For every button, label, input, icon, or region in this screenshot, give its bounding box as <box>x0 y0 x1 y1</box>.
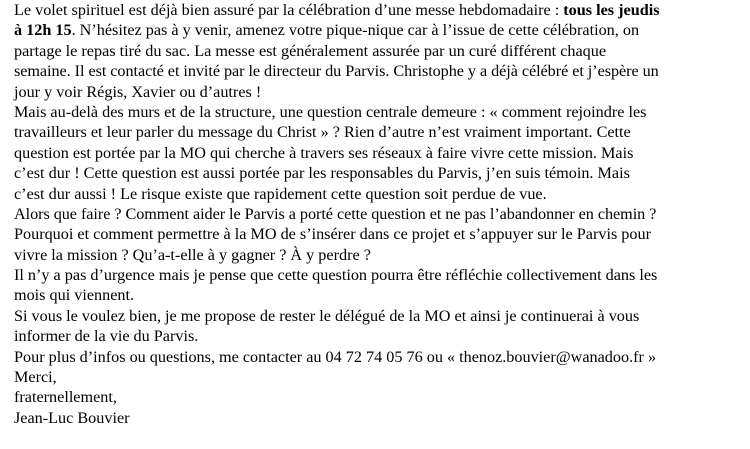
text-line: mois qui viennent. <box>14 286 135 305</box>
text-line: informer de la vie du Parvis. <box>14 327 199 346</box>
text-line <box>14 20 748 40</box>
paragraph-spiritual <box>14 0 748 102</box>
text-line: c’est dur ! Cette question est aussi portée par les responsables du Parvis, j’en suis témoin. Mais <box>14 164 630 183</box>
contact-line: Pour plus d’infos ou questions, me contacter au 04 72 74 05 76 ou « thenoz.bouvier@wanadoo.fr » <box>14 347 657 366</box>
text-line <box>14 0 748 20</box>
text-line: semaine. Il est contacté et invité par le directeur du Parvis. Christophe y a déjà célébré et j’espère un <box>14 62 659 81</box>
bold-text: à 12h 15 <box>14 21 72 40</box>
text-line: travailleurs et leur parler du message du Christ » ? Rien d’autre n’est vraiment important. Cette <box>14 123 631 142</box>
letter-body <box>14 0 748 428</box>
paragraph-delegate <box>14 306 748 347</box>
paragraph-contact <box>14 347 748 367</box>
text-line: Alors que faire ? Comment aider le Parvis a porté cette question et ne pas l’abandonner en chemin ? <box>14 204 657 223</box>
text-line: Si vous le voulez bien, je me propose de rester le délégué de la MO et ainsi je continuerai à vous <box>14 306 640 325</box>
closing-block <box>14 367 748 428</box>
text-line: Pourquoi et comment permettre à la MO de s’insérer dans ce projet et s’appuyer sur le Parvis pour <box>14 225 651 244</box>
bold-text: tous les jeudis <box>563 1 660 19</box>
text-line: question est portée par la MO qui cherche à travers ses réseaux à faire vivre cette mission. Mais <box>14 143 634 162</box>
paragraph-central-question <box>14 102 748 204</box>
text-line: jour y voir Régis, Xavier ou d’autres ! <box>14 82 262 101</box>
text-line: vivre la mission ? Qu’a-t-elle à y gagner ? À y perdre ? <box>14 245 371 264</box>
text-line: c’est dur aussi ! Le risque existe que rapidement cette question soit perdue de vue. <box>14 184 547 203</box>
signature: Jean-Luc Bouvier <box>14 408 130 427</box>
paragraph-what-to-do <box>14 204 748 265</box>
closing-salutation: fraternellement, <box>14 388 117 407</box>
text-line: Mais au-delà des murs et de la structure, une question centrale demeure : « comment rejoindre les <box>14 102 647 121</box>
text-line: Il n’y a pas d’urgence mais je pense que cette question pourra être réfléchie collectivement dans les <box>14 266 658 285</box>
closing-thanks: Merci, <box>14 368 57 387</box>
text-run: . N’hésitez pas à y venir, amenez votre pique-nique car à l’issue de cette célébration, on <box>71 21 640 40</box>
text-line: partage le repas tiré du sac. La messe est généralement assurée par un curé différent chaque <box>14 41 607 60</box>
text-run: Le volet spirituel est déjà bien assuré par la célébration d’une messe hebdomadaire : <box>14 1 564 19</box>
paragraph-no-urgency <box>14 265 748 306</box>
